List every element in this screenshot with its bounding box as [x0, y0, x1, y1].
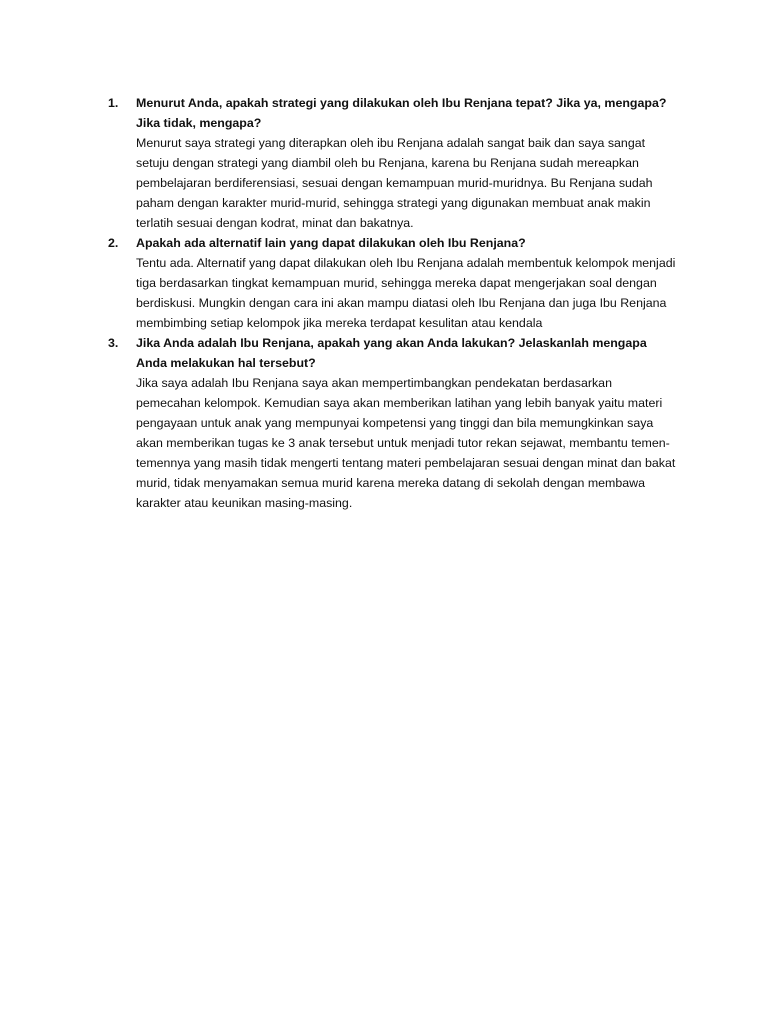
answer-text: Jika saya adalah Ibu Renjana saya akan mempertimbangkan pendekatan berdasarkan pemecahan kelompok. Kemudian saya akan memberikan latihan yang lebih banyak yaitu materi pengayaan untuk anak yang mempunyai kompetensi yang tinggi dan bila memungkinkan saya akan memberikan tugas ke 3 anak tersebut untuk menjadi tutor rekan sejawat, membantu temen-temennya yang masih tidak mengerti tentang materi pembelajaran sesuai dengan minat dan bakat murid, tidak menyamakan semua murid karena mereka datang di sekolah dengan membawa karakter atau keunikan masing-masing.: [136, 376, 676, 510]
item-number: 3.: [108, 336, 119, 350]
item-number: 2.: [108, 236, 119, 250]
list-item: [108, 93, 678, 233]
item-body: [136, 233, 678, 333]
answer-text: Tentu ada. Alternatif yang dapat dilakukan oleh Ibu Renjana adalah membentuk kelompok menjadi tiga berdasarkan tingkat kemampuan murid, sehingga mereka dapat mengerjakan soal dengan berdiskusi. Mungkin dengan cara ini akan mampu diatasi oleh Ibu Renjana dan juga Ibu Renjana membimbing setiap kelompok jika mereka terdapat kesulitan atau kendala: [136, 256, 676, 330]
list-item: [108, 333, 678, 513]
item-body: [136, 93, 678, 233]
question-text: Jika Anda adalah Ibu Renjana, apakah yang akan Anda lakukan? Jelaskanlah mengapa Anda melakukan hal tersebut?: [136, 336, 647, 370]
question-list: [108, 93, 678, 513]
list-item: [108, 233, 678, 333]
question-text: Apakah ada alternatif lain yang dapat dilakukan oleh Ibu Renjana?: [136, 236, 526, 250]
item-body: [136, 333, 678, 513]
item-number: 1.: [108, 96, 119, 110]
answer-text: Menurut saya strategi yang diterapkan oleh ibu Renjana adalah sangat baik dan saya sangat setuju dengan strategi yang diambil oleh bu Renjana, karena bu Renjana sudah mereapkan pembelajaran berdiferensiasi, sesuai dengan kemampuan murid-muridnya. Bu Renjana sudah paham dengan karakter murid-murid, sehingga strategi yang digunakan membuat anak makin terlatih sesuai dengan kodrat, minat dan bakatnya.: [136, 136, 653, 230]
question-text: Menurut Anda, apakah strategi yang dilakukan oleh Ibu Renjana tepat? Jika ya, mengapa? Jika tidak, mengapa?: [136, 96, 667, 130]
